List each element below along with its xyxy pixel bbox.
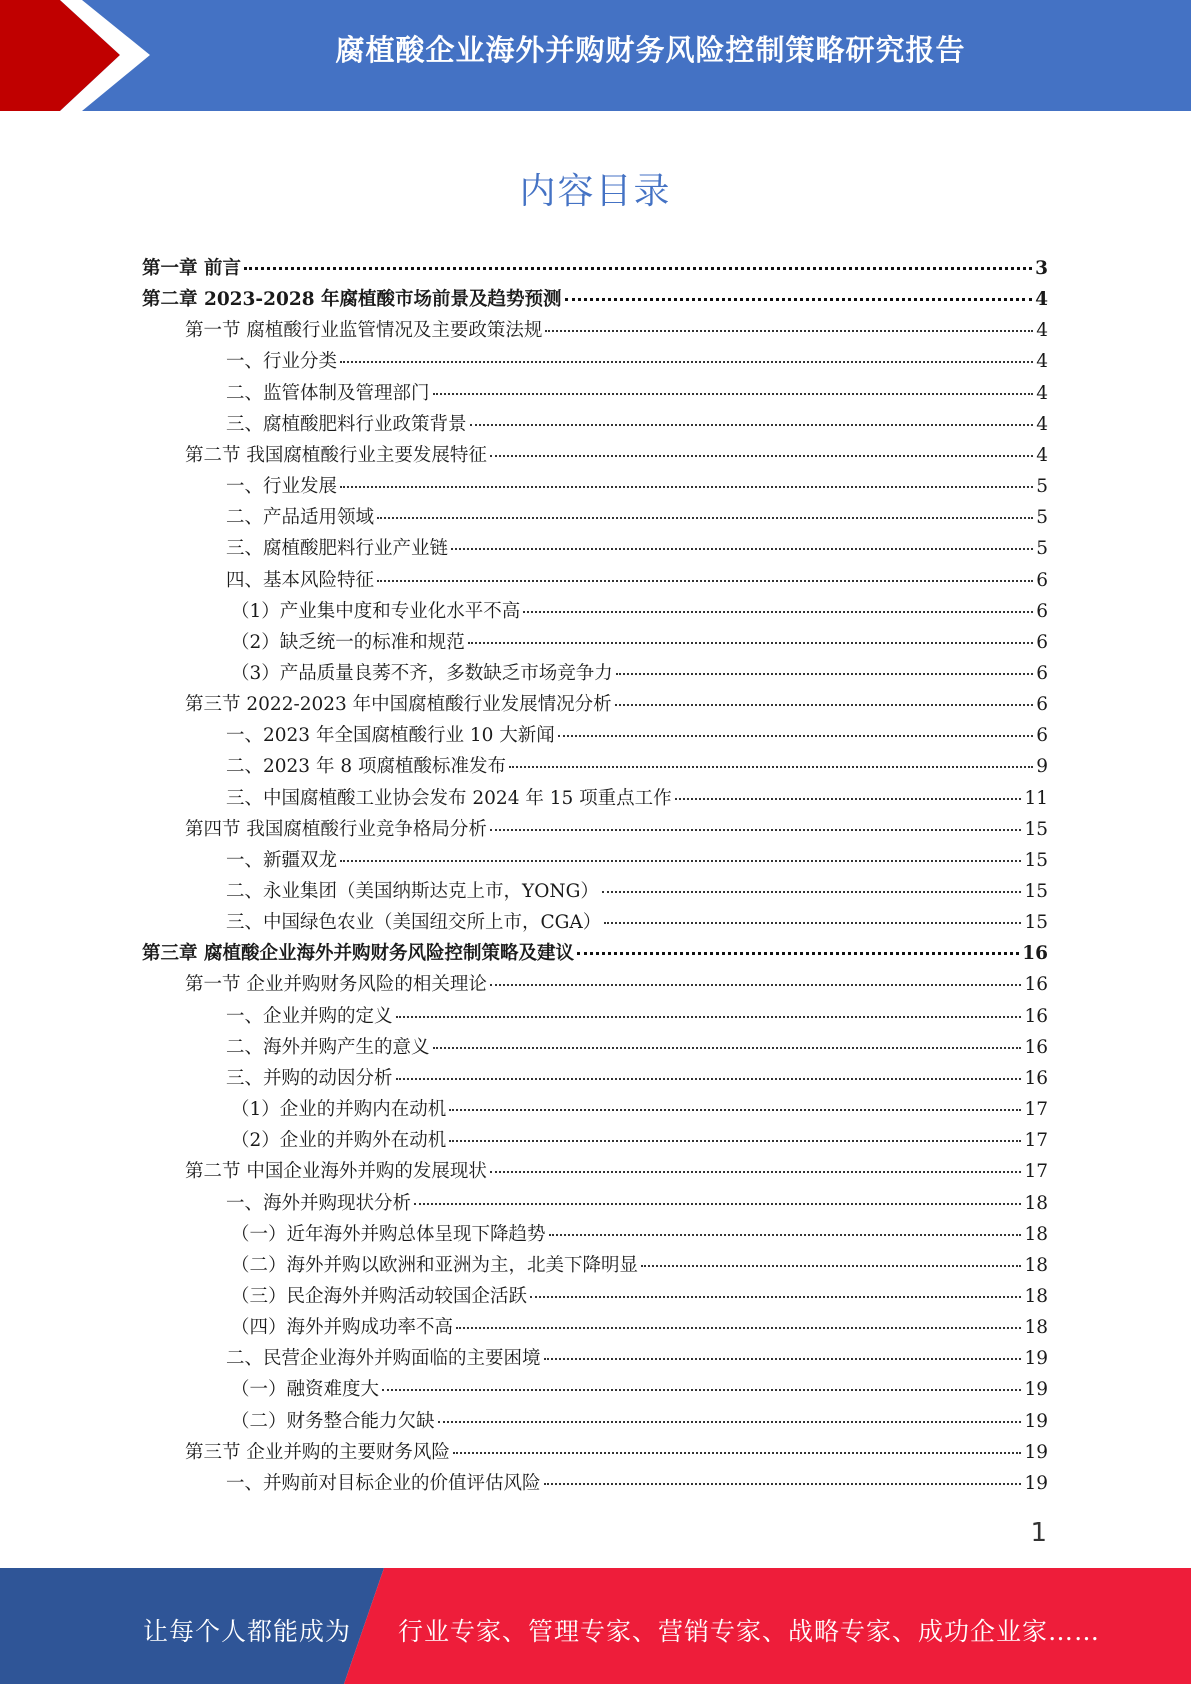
toc-entry-page: 18 (1024, 1192, 1048, 1214)
toc-entry[interactable] (226, 752, 1048, 782)
toc-entry[interactable] (142, 254, 1048, 284)
toc-entry-page: 16 (1024, 1067, 1048, 1089)
footer-band (0, 1568, 1191, 1684)
toc-entry-title: 三、腐植酸肥料行业产业链 (226, 538, 449, 560)
toc-entry[interactable] (231, 1220, 1048, 1250)
toc-entry[interactable] (231, 597, 1048, 627)
toc-entry-title: 第四节 我国腐植酸行业竞争格局分析 (185, 818, 487, 840)
toc-entry-title: 二、海外并购产生的意义 (226, 1036, 430, 1058)
toc-entry[interactable] (226, 472, 1048, 502)
toc-entry-page: 6 (1036, 725, 1048, 747)
toc-entry[interactable] (185, 970, 1048, 1000)
header-band (0, 0, 1191, 111)
toc-leader-dots (558, 735, 1033, 737)
toc-leader-dots (577, 952, 1019, 955)
toc-leader-dots (490, 829, 1022, 831)
toc-entry-title: 二、2023 年 8 项腐植酸标准发布 (226, 756, 506, 778)
toc-entry-page: 15 (1024, 818, 1048, 840)
toc-entry-page: 18 (1024, 1285, 1048, 1307)
toc-entry-page: 4 (1035, 289, 1048, 311)
toc-entry-title: 一、企业并购的定义 (226, 1005, 393, 1027)
toc-entry-page: 15 (1024, 849, 1048, 871)
toc-entry[interactable] (231, 1313, 1048, 1343)
toc-leader-dots (449, 1140, 1021, 1142)
toc-leader-dots (340, 361, 1033, 363)
toc-entry-title: 三、腐植酸肥料行业政策背景 (226, 413, 467, 435)
toc-entry-page: 17 (1024, 1161, 1048, 1183)
toc-entry-page: 16 (1024, 1005, 1048, 1027)
report-title: 腐植酸企业海外并购财务风险控制策略研究报告 (335, 33, 966, 67)
toc-entry-title: （四）海外并购成功率不高 (231, 1317, 454, 1339)
toc-entry-page: 9 (1036, 756, 1048, 778)
toc-entry-page: 4 (1036, 351, 1048, 373)
toc-entry-page: 15 (1024, 881, 1048, 902)
toc-entry-title: 二、监管体制及管理部门 (226, 382, 430, 404)
toc-entry-page: 4 (1036, 444, 1048, 466)
toc-leader-dots (523, 611, 1033, 613)
toc-entry-page: 19 (1024, 1410, 1048, 1432)
toc-entry-page: 17 (1024, 1099, 1048, 1121)
toc-entry-title: 一、行业分类 (226, 351, 338, 373)
toc-leader-dots (490, 455, 1033, 457)
toc-entry[interactable] (226, 721, 1048, 751)
toc-leader-dots (530, 1296, 1021, 1298)
page-number: 1 (1030, 1518, 1047, 1548)
toc-leader-dots (433, 1047, 1022, 1049)
toc-entry[interactable] (231, 1282, 1048, 1312)
toc-leader-dots (602, 891, 1022, 893)
toc-entry-title: （三）民企海外并购活动较国企活跃 (231, 1285, 528, 1307)
toc-entry-page: 16 (1022, 943, 1048, 965)
toc-entry-title: 一、行业发展 (226, 476, 338, 498)
toc-leader-dots (433, 393, 1034, 395)
toc-entry[interactable] (226, 379, 1048, 409)
toc-entry-title: 二、民营企业海外并购面临的主要困境 (226, 1348, 541, 1370)
toc-entry-title: 第二节 我国腐植酸行业主要发展特征 (185, 444, 487, 466)
toc-leader-dots (377, 517, 1033, 519)
toc-entry[interactable] (185, 316, 1048, 346)
toc-leader-dots (490, 984, 1022, 986)
toc-entry[interactable] (231, 1126, 1048, 1156)
toc-leader-dots (549, 1234, 1022, 1236)
toc-entry-page: 18 (1024, 1317, 1048, 1339)
toc-entry-page: 5 (1036, 476, 1048, 498)
toc-leader-dots (449, 1109, 1021, 1111)
toc-leader-dots (414, 1203, 1021, 1205)
toc-entry[interactable] (185, 815, 1048, 845)
toc-entry-page: 4 (1036, 413, 1048, 435)
toc-leader-dots (453, 1452, 1022, 1454)
toc-entry[interactable] (231, 1375, 1048, 1405)
toc-leader-dots (244, 267, 1032, 270)
toc-entry[interactable] (226, 534, 1048, 564)
toc-leader-dots (616, 673, 1033, 675)
footer-slogan-left: 让每个人都能成为 (143, 1617, 352, 1646)
toc-entry[interactable] (226, 877, 1048, 907)
toc-leader-dots (545, 330, 1033, 332)
toc-entry-page: 19 (1024, 1441, 1048, 1463)
toc-leader-dots (438, 1421, 1022, 1423)
toc-entry[interactable] (231, 1407, 1048, 1437)
toc-leader-dots (565, 298, 1033, 301)
toc-leader-dots (604, 922, 1021, 924)
toc-entry-title: 第一章 前言 (142, 258, 241, 279)
toc-entry-title: 第三节 2022-2023 年中国腐植酸行业发展情况分析 (185, 694, 612, 716)
toc-entry-title: （1）企业的并购内在动机 (231, 1099, 447, 1121)
toc-entry[interactable] (142, 285, 1048, 315)
toc-leader-dots (675, 798, 1022, 800)
toc-leader-dots (456, 1327, 1021, 1329)
toc-entry-title: 第二节 中国企业海外并购的发展现状 (185, 1161, 487, 1183)
toc-leader-dots (468, 642, 1033, 644)
toc-entry-title: 第三节 企业并购的主要财务风险 (185, 1441, 450, 1463)
toc-entry[interactable] (226, 1469, 1048, 1499)
toc-entry-page: 15 (1024, 912, 1048, 934)
toc-entry-title: 四、基本风险特征 (226, 569, 375, 591)
toc-entry[interactable] (226, 503, 1048, 533)
toc-entry-page: 16 (1024, 974, 1048, 996)
toc-entry-page: 4 (1036, 320, 1048, 342)
toc-entry-page: 6 (1036, 662, 1048, 684)
toc-entry[interactable] (231, 1095, 1048, 1125)
toc-entry-title: 第三章 腐植酸企业海外并购财务风险控制策略及建议 (142, 943, 574, 965)
toc-entry-page: 6 (1036, 631, 1048, 653)
toc-entry-title: （二）财务整合能力欠缺 (231, 1410, 435, 1432)
toc-entry-title: 三、中国腐植酸工业协会发布 2024 年 15 项重点工作 (226, 787, 672, 809)
toc-entry[interactable] (226, 784, 1048, 814)
footer-slogan-right: 行业专家、管理专家、营销专家、战略专家、成功企业家…… (398, 1617, 1101, 1646)
toc-entry-title: 第一节 企业并购财务风险的相关理论 (185, 974, 487, 996)
toc-entry-title: （一）近年海外并购总体呈现下降趋势 (231, 1223, 546, 1245)
toc-leader-dots (396, 1016, 1022, 1018)
toc-entry-title: （二）海外并购以欧洲和亚洲为主，北美下降明显 (231, 1254, 639, 1276)
toc-entry-page: 6 (1036, 694, 1048, 716)
toc-entry[interactable] (226, 566, 1048, 596)
toc-entry[interactable] (226, 347, 1048, 377)
toc-entry-page: 19 (1024, 1348, 1048, 1370)
toc-entry-page: 4 (1036, 382, 1048, 404)
toc-entry-page: 3 (1035, 258, 1048, 279)
toc-entry-title: （1）产业集中度和专业化水平不高 (231, 600, 521, 622)
toc-entry-title: 一、海外并购现状分析 (226, 1192, 412, 1214)
toc-heading: 内容目录 (519, 171, 672, 212)
toc-entry[interactable] (231, 659, 1048, 689)
toc-entry-title: 三、并购的动因分析 (226, 1067, 393, 1089)
toc-leader-dots (509, 766, 1033, 768)
toc-leader-dots (544, 1358, 1022, 1360)
toc-entry-title: 一、新疆双龙 (226, 849, 338, 871)
toc-entry[interactable] (142, 939, 1048, 969)
toc-entry-title: （一）融资难度大 (231, 1379, 380, 1401)
toc-entry[interactable] (226, 1002, 1048, 1032)
toc-leader-dots (451, 548, 1033, 550)
toc-leader-dots (340, 486, 1033, 488)
toc-entry-page: 5 (1036, 538, 1048, 560)
toc-entry[interactable] (226, 1344, 1048, 1374)
toc-entry-title: （2）缺乏统一的标准和规范 (231, 631, 465, 653)
toc-leader-dots (377, 580, 1033, 582)
toc-entry-title: 二、产品适用领域 (226, 507, 375, 529)
toc-entry-title: 一、并购前对目标企业的价值评估风险 (226, 1472, 541, 1494)
toc-entry[interactable] (226, 908, 1048, 938)
toc-entry[interactable] (185, 1157, 1048, 1187)
toc-leader-dots (470, 424, 1034, 426)
toc-entry-page: 16 (1024, 1036, 1048, 1058)
toc-entry[interactable] (231, 628, 1048, 658)
toc-entry-page: 19 (1024, 1472, 1048, 1494)
toc-entry-title: （3）产品质量良莠不齐，多数缺乏市场竞争力 (231, 662, 613, 684)
toc-leader-dots (615, 704, 1034, 706)
header-arrow-icon (0, 0, 160, 111)
toc-entry-page: 6 (1036, 569, 1048, 591)
toc-entry-page: 5 (1036, 507, 1048, 529)
toc-leader-dots (340, 860, 1021, 862)
toc-entry[interactable] (231, 1251, 1048, 1281)
toc-leader-dots (490, 1171, 1022, 1173)
toc-entry[interactable] (226, 846, 1048, 876)
toc-entry-page: 11 (1024, 787, 1048, 809)
toc-entry[interactable] (226, 410, 1048, 440)
toc-entry-title: （2）企业的并购外在动机 (231, 1130, 447, 1152)
toc-leader-dots (382, 1389, 1021, 1391)
toc-leader-dots (396, 1078, 1022, 1080)
toc-entry[interactable] (226, 1033, 1048, 1063)
toc-leader-dots (641, 1265, 1021, 1267)
toc-entry-title: 三、中国绿色农业（美国纽交所上市，CGA） (226, 912, 602, 934)
toc-entry-title: 一、2023 年全国腐植酸行业 10 大新闻 (226, 725, 555, 747)
toc-entry-title: 第一节 腐植酸行业监管情况及主要政策法规 (185, 320, 543, 342)
toc-entry-page: 18 (1024, 1254, 1048, 1276)
toc-leader-dots (544, 1483, 1022, 1485)
toc-entry-page: 6 (1036, 600, 1048, 622)
toc-entry[interactable] (185, 441, 1048, 471)
toc-entry-page: 17 (1024, 1130, 1048, 1152)
toc-entry-page: 18 (1024, 1223, 1048, 1245)
toc-entry[interactable] (185, 1438, 1048, 1468)
toc-entry-title: 二、永业集团（美国纳斯达克上市，YONG） (226, 881, 599, 902)
toc-entry[interactable] (185, 690, 1048, 720)
toc-entry[interactable] (226, 1189, 1048, 1219)
toc-entry[interactable] (226, 1064, 1048, 1094)
toc-entry-title: 第二章 2023-2028 年腐植酸市场前景及趋势预测 (142, 289, 562, 311)
toc-entry-page: 19 (1024, 1379, 1048, 1401)
